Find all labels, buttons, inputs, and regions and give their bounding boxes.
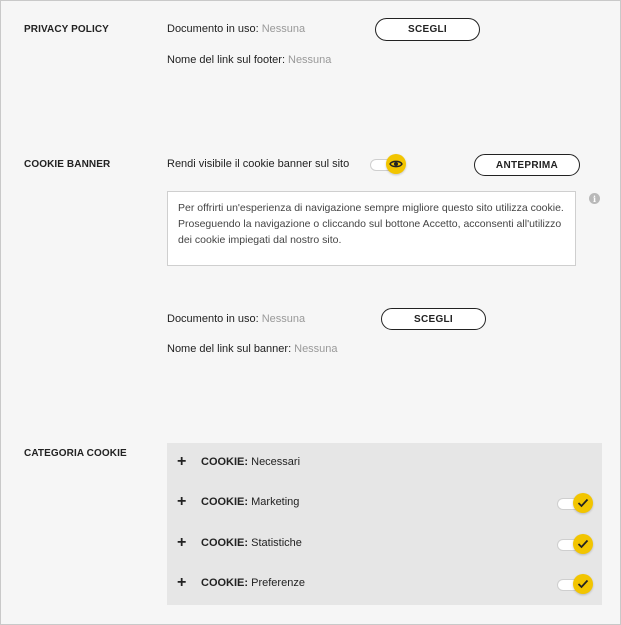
check-icon (573, 493, 593, 513)
cookie-categories-title: CATEGORIA COOKIE (24, 448, 127, 459)
category-label: Statistiche (251, 537, 302, 549)
check-icon (573, 534, 593, 554)
privacy-document-label: Documento in uso: (167, 23, 259, 35)
category-row-marketing[interactable] (167, 483, 602, 523)
banner-link-value: Nessuna (294, 343, 338, 355)
banner-visible-label: Rendi visibile il cookie banner sul sito (167, 158, 350, 170)
category-row-preferenze[interactable] (167, 564, 602, 604)
category-name (201, 577, 305, 589)
category-prefix: COOKIE: (201, 456, 249, 468)
banner-link-label: Nome del link sul banner: (167, 343, 292, 355)
category-row-statistiche[interactable] (167, 524, 602, 564)
category-label: Preferenze (251, 577, 305, 589)
privacy-document-value: Nessuna (261, 23, 306, 35)
info-icon[interactable]: i (589, 193, 600, 204)
category-prefix: COOKIE: (201, 537, 249, 549)
check-icon (573, 574, 593, 594)
preferenze-toggle[interactable] (557, 574, 593, 592)
banner-visible-toggle[interactable] (370, 154, 406, 172)
category-name (201, 496, 299, 508)
banner-document-label: Documento in uso: (167, 313, 259, 325)
footer-link-value: Nessuna (288, 54, 332, 66)
plus-icon[interactable]: + (177, 534, 187, 551)
privacy-policy-title: PRIVACY POLICY (24, 24, 109, 35)
plus-icon[interactable]: + (177, 574, 187, 591)
privacy-footer-link-row (167, 50, 331, 68)
category-prefix: COOKIE: (201, 577, 249, 589)
banner-document-row (167, 309, 305, 327)
banner-link-row (167, 339, 338, 357)
category-label: Necessari (251, 456, 301, 468)
plus-icon[interactable]: + (177, 493, 187, 510)
category-prefix: COOKIE: (201, 496, 249, 508)
plus-icon[interactable]: + (177, 453, 187, 470)
banner-document-value: Nessuna (261, 313, 306, 325)
banner-text-field[interactable]: Per offrirti un'esperienza di navigazione sempre migliore questo sito utilizza cookie. Proseguendo la navigazione o cliccando sul bottone Accetto, acconsenti all'utilizzo dei cookie impiegati dal nostro sito. (167, 191, 576, 266)
statistiche-toggle[interactable] (557, 534, 593, 552)
category-name (201, 456, 300, 468)
cookie-banner-title: COOKIE BANNER (24, 159, 111, 170)
banner-choose-button[interactable]: SCEGLI (381, 308, 486, 330)
marketing-toggle[interactable] (557, 493, 593, 511)
cookie-categories-panel (167, 443, 602, 605)
category-row-necessari[interactable] (167, 443, 602, 483)
eye-icon (386, 154, 406, 174)
category-label: Marketing (251, 496, 300, 508)
privacy-document-row (167, 19, 305, 37)
footer-link-label: Nome del link sul footer: (167, 54, 285, 66)
category-name (201, 537, 302, 549)
privacy-choose-button[interactable]: SCEGLI (375, 18, 480, 41)
preview-button[interactable]: ANTEPRIMA (474, 154, 580, 176)
